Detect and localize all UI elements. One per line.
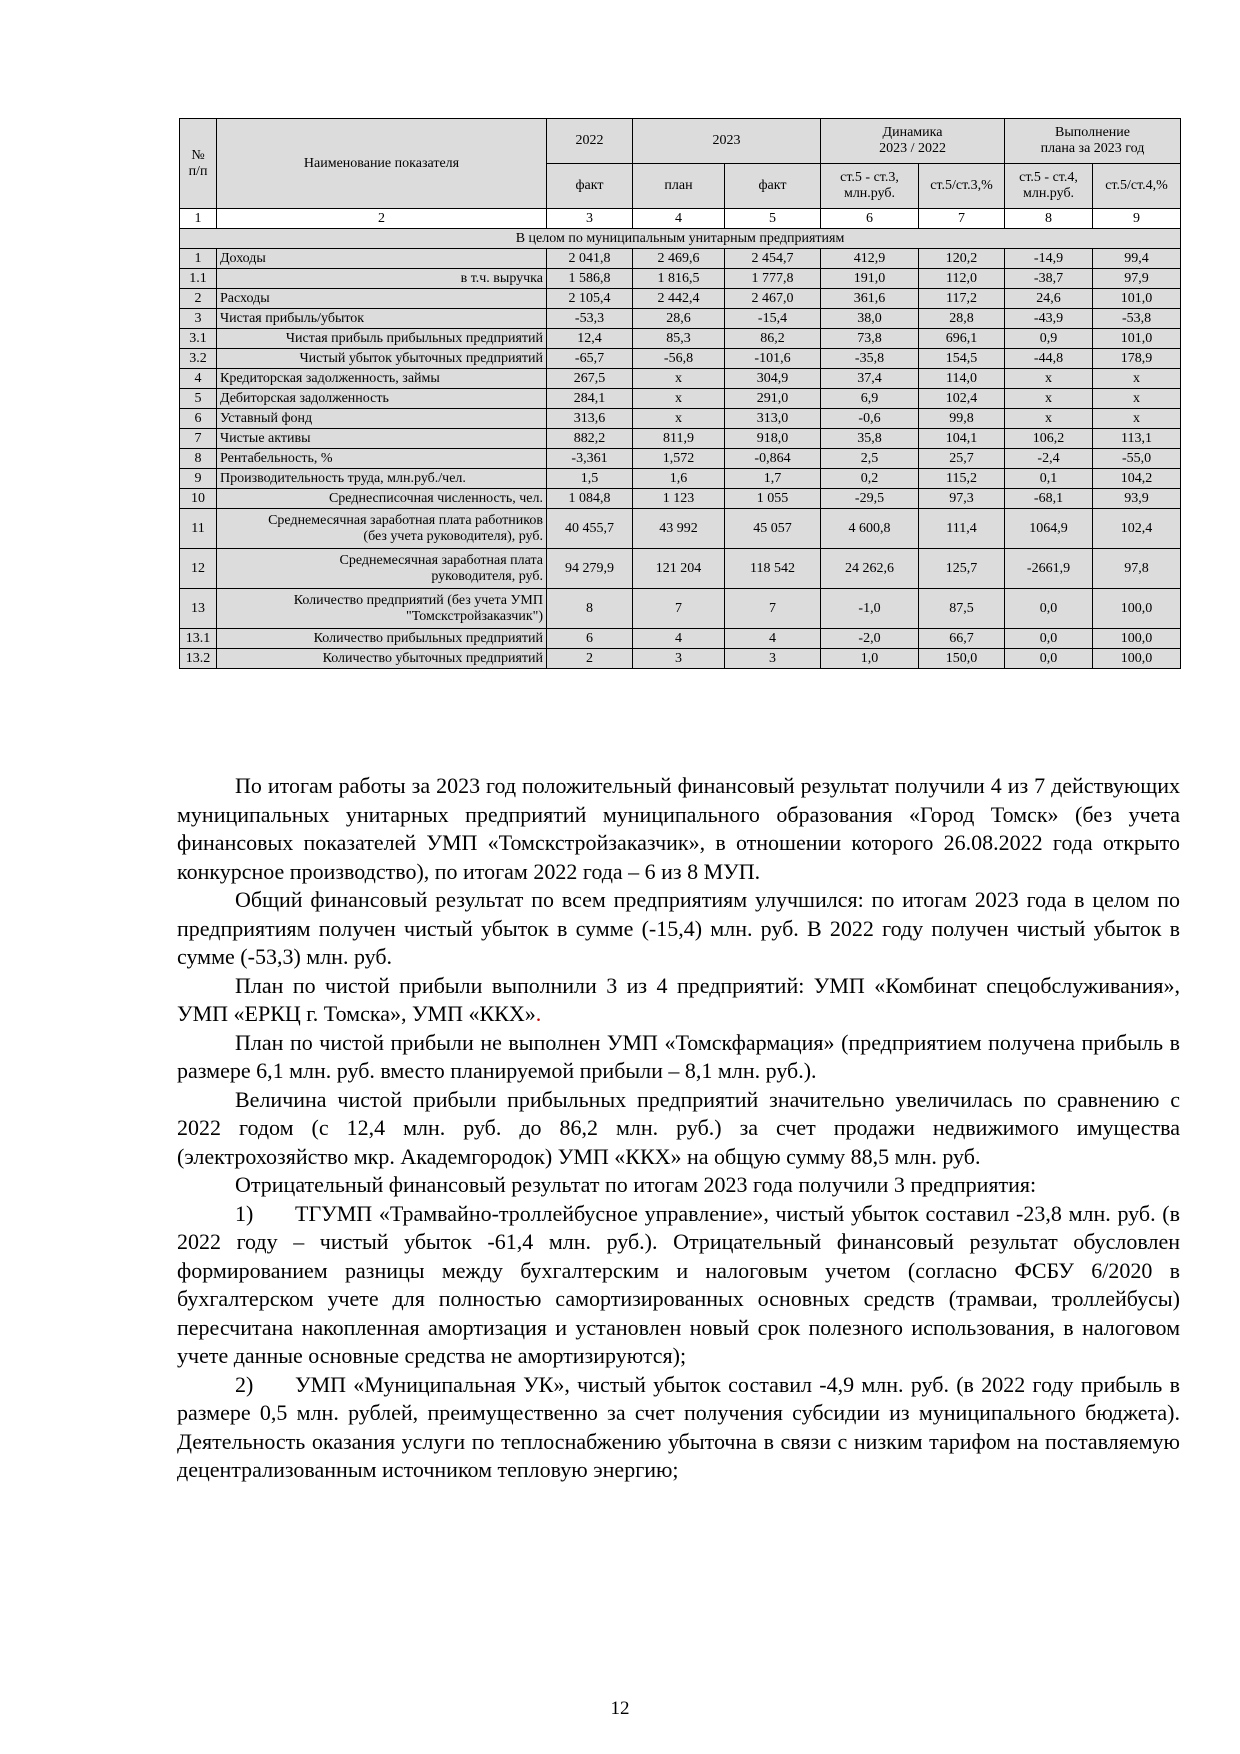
row-value: 6,9 xyxy=(821,389,919,409)
row-indicator-name: Доходы xyxy=(217,249,547,269)
row-value: 120,2 xyxy=(919,249,1005,269)
row-value: -55,0 xyxy=(1093,449,1181,469)
row-value: 4 600,8 xyxy=(821,509,919,549)
row-indicator-name: Расходы xyxy=(217,289,547,309)
list-item-1-number: 1) xyxy=(235,1200,254,1226)
row-number: 8 xyxy=(180,449,217,469)
row-value: 40 455,7 xyxy=(547,509,633,549)
row-value: 12,4 xyxy=(547,329,633,349)
col-number: 5 xyxy=(725,209,821,229)
table-row xyxy=(180,409,1181,429)
row-value: 1 084,8 xyxy=(547,489,633,509)
row-number: 9 xyxy=(180,469,217,489)
row-value: 2 469,6 xyxy=(633,249,725,269)
row-indicator-name: Количество убыточных предприятий xyxy=(217,649,547,669)
row-number: 7 xyxy=(180,429,217,449)
paragraph-3-period: . xyxy=(535,1001,542,1026)
row-value: 918,0 xyxy=(725,429,821,449)
header-dynamics: Динамика 2023 / 2022 xyxy=(821,119,1005,164)
row-value: 1 816,5 xyxy=(633,269,725,289)
row-value: 882,2 xyxy=(547,429,633,449)
row-value: -2661,9 xyxy=(1005,549,1093,589)
row-number: 3 xyxy=(180,309,217,329)
row-value: 1 777,8 xyxy=(725,269,821,289)
row-value: 0,0 xyxy=(1005,589,1093,629)
header-name: Наименование показателя xyxy=(217,119,547,209)
row-value: 696,1 xyxy=(919,329,1005,349)
row-value: 97,9 xyxy=(1093,269,1181,289)
paragraph-1: По итогам работы за 2023 год положительный финансовый результат получили 4 из 7 действующих муниципальных унитарных предприятий муниципального образования «Город Томск» (без учета финансовых показателей УМП «Томскстройзаказчик», в отношении которого 26.08.2022 года открыто конкурсное производство), по итогам 2022 года – 6 из 8 МУП. xyxy=(177,773,1180,884)
row-indicator-name: Среднемесячная заработная плата работников (без учета руководителя), руб. xyxy=(217,509,547,549)
row-indicator-name: Рентабельность, % xyxy=(217,449,547,469)
row-value: х xyxy=(1093,389,1181,409)
row-value: х xyxy=(1093,369,1181,389)
row-value: 104,1 xyxy=(919,429,1005,449)
header-plan-2023: план xyxy=(633,164,725,209)
row-value: 101,0 xyxy=(1093,329,1181,349)
row-value: 3 xyxy=(725,649,821,669)
row-value: 112,0 xyxy=(919,269,1005,289)
table-row xyxy=(180,269,1181,289)
row-indicator-name: Чистая прибыль/убыток xyxy=(217,309,547,329)
row-value: 0,9 xyxy=(1005,329,1093,349)
row-value: 114,0 xyxy=(919,369,1005,389)
row-number: 4 xyxy=(180,369,217,389)
paragraph-6: Отрицательный финансовый результат по итогам 2023 года получили 3 предприятия: xyxy=(235,1172,1037,1197)
row-value: 73,8 xyxy=(821,329,919,349)
indicators-table-wrapper xyxy=(179,118,1180,669)
col-number: 3 xyxy=(547,209,633,229)
row-number: 13 xyxy=(180,589,217,629)
row-value: 304,9 xyxy=(725,369,821,389)
row-value: х xyxy=(633,409,725,429)
table-row xyxy=(180,469,1181,489)
table-row xyxy=(180,489,1181,509)
row-number: 2 xyxy=(180,289,217,309)
row-value: 4 xyxy=(725,629,821,649)
list-item-1-text: ТГУМП «Трамвайно-троллейбусное управление», чистый убыток составил -23,8 млн. руб. (в 2022 году – чистый убыток -61,4 млн. руб.). Отрицательный финансовый результат обусловлен формированием разницы между бухгалтерским и налоговым учетом (согласно ФСБУ 6/2020 в бухгалтерском учете для полностью самортизированных основных средств (трамваи, троллейбусы) пересчитана накопленная амортизация и установлен новый срок полезного использования, в налоговом учете данные основные средства не амортизируются); xyxy=(177,1200,1180,1368)
row-value: 284,1 xyxy=(547,389,633,409)
row-number: 11 xyxy=(180,509,217,549)
header-dyn-pct: ст.5/ст.3,% xyxy=(919,164,1005,209)
row-value: 0,2 xyxy=(821,469,919,489)
header-execution: Выполнение плана за 2023 год xyxy=(1005,119,1181,164)
row-value: 1,5 xyxy=(547,469,633,489)
row-indicator-name: Чистый убыток убыточных предприятий xyxy=(217,349,547,369)
row-indicator-name: Среднесписочная численность, чел. xyxy=(217,489,547,509)
row-value: -2,0 xyxy=(821,629,919,649)
row-value: 113,1 xyxy=(1093,429,1181,449)
table-row xyxy=(180,329,1181,349)
row-indicator-name: Чистая прибыль прибыльных предприятий xyxy=(217,329,547,349)
row-value: 191,0 xyxy=(821,269,919,289)
row-value: 313,6 xyxy=(547,409,633,429)
row-value: 811,9 xyxy=(633,429,725,449)
col-number: 1 xyxy=(180,209,217,229)
row-value: 85,3 xyxy=(633,329,725,349)
row-value: -2,4 xyxy=(1005,449,1093,469)
col-number: 7 xyxy=(919,209,1005,229)
row-value: 267,5 xyxy=(547,369,633,389)
row-value: х xyxy=(1005,389,1093,409)
row-indicator-name: Количество прибыльных предприятий xyxy=(217,629,547,649)
row-value: 1 055 xyxy=(725,489,821,509)
table-row xyxy=(180,449,1181,469)
row-value: 313,0 xyxy=(725,409,821,429)
table-row xyxy=(180,249,1181,269)
row-value: 99,8 xyxy=(919,409,1005,429)
row-value: 25,7 xyxy=(919,449,1005,469)
row-value: 35,8 xyxy=(821,429,919,449)
row-value: х xyxy=(1005,409,1093,429)
row-value: -3,361 xyxy=(547,449,633,469)
row-value: 7 xyxy=(633,589,725,629)
table-row xyxy=(180,349,1181,369)
row-indicator-name: Уставный фонд xyxy=(217,409,547,429)
row-value: 1,6 xyxy=(633,469,725,489)
col-number: 9 xyxy=(1093,209,1181,229)
row-value: х xyxy=(633,369,725,389)
row-number: 1.1 xyxy=(180,269,217,289)
row-value: 100,0 xyxy=(1093,649,1181,669)
row-value: 7 xyxy=(725,589,821,629)
table-row xyxy=(180,309,1181,329)
paragraph-4: План по чистой прибыли не выполнен УМП «Томскфармация» (предприятием получена прибыль в размере 6,1 млн. руб. вместо планируемой прибыли – 8,1 млн. руб.). xyxy=(177,1029,1180,1083)
row-number: 3.1 xyxy=(180,329,217,349)
row-indicator-name: Производительность труда, млн.руб./чел. xyxy=(217,469,547,489)
row-value: х xyxy=(1005,369,1093,389)
row-number: 3.2 xyxy=(180,349,217,369)
paragraph-3 xyxy=(177,972,1180,1029)
row-value: 86,2 xyxy=(725,329,821,349)
row-value: 111,4 xyxy=(919,509,1005,549)
row-value: 100,0 xyxy=(1093,629,1181,649)
row-number: 1 xyxy=(180,249,217,269)
row-indicator-name: Кредиторская задолженность, займы xyxy=(217,369,547,389)
row-value: 38,0 xyxy=(821,309,919,329)
list-item-2 xyxy=(177,1371,1180,1485)
col-number: 8 xyxy=(1005,209,1093,229)
row-value: 97,3 xyxy=(919,489,1005,509)
row-indicator-name: в т.ч. выручка xyxy=(217,269,547,289)
body-text xyxy=(177,772,1180,1485)
row-value: 1 123 xyxy=(633,489,725,509)
row-value: 100,0 xyxy=(1093,589,1181,629)
row-value: -38,7 xyxy=(1005,269,1093,289)
row-value: 118 542 xyxy=(725,549,821,589)
list-item-2-text: УМП «Муниципальная УК», чистый убыток составил -4,9 млн. руб. (в 2022 году прибыль в размере 0,5 млн. рублей, преимущественно за счет получения субсидии из муниципального бюджета). Деятельность оказания услуги по теплоснабжению убыточна в связи с низким тарифом на поставляемую децентрализованным источником тепловую энергию; xyxy=(177,1371,1180,1482)
row-value: 2,5 xyxy=(821,449,919,469)
row-value: 115,2 xyxy=(919,469,1005,489)
row-number: 10 xyxy=(180,489,217,509)
row-value: 150,0 xyxy=(919,649,1005,669)
row-value: 37,4 xyxy=(821,369,919,389)
row-value: 0,1 xyxy=(1005,469,1093,489)
row-value: 1 586,8 xyxy=(547,269,633,289)
row-value: 28,8 xyxy=(919,309,1005,329)
header-exec-pct: ст.5/ст.4,% xyxy=(1093,164,1181,209)
row-value: -0,6 xyxy=(821,409,919,429)
header-2022: 2022 xyxy=(547,119,633,164)
row-value: 99,4 xyxy=(1093,249,1181,269)
row-value: -44,8 xyxy=(1005,349,1093,369)
row-value: 291,0 xyxy=(725,389,821,409)
row-value: 1,572 xyxy=(633,449,725,469)
row-value: -65,7 xyxy=(547,349,633,369)
row-value: -0,864 xyxy=(725,449,821,469)
row-value: 2 442,4 xyxy=(633,289,725,309)
indicators-table xyxy=(179,118,1181,669)
page-number: 12 xyxy=(610,1698,630,1719)
row-value: 121 204 xyxy=(633,549,725,589)
row-value: 0,0 xyxy=(1005,629,1093,649)
row-value: 4 xyxy=(633,629,725,649)
row-value: 117,2 xyxy=(919,289,1005,309)
row-value: 412,9 xyxy=(821,249,919,269)
row-value: 101,0 xyxy=(1093,289,1181,309)
header-dyn-abs: ст.5 - ст.3, млн.руб. xyxy=(821,164,919,209)
row-value: 0,0 xyxy=(1005,649,1093,669)
row-value: 94 279,9 xyxy=(547,549,633,589)
table-row xyxy=(180,589,1181,629)
row-value: 104,2 xyxy=(1093,469,1181,489)
row-value: 6 xyxy=(547,629,633,649)
table-row xyxy=(180,289,1181,309)
list-item-2-number: 2) xyxy=(235,1371,254,1397)
row-value: 2 041,8 xyxy=(547,249,633,269)
header-fact-2022: факт xyxy=(547,164,633,209)
row-value: 102,4 xyxy=(919,389,1005,409)
row-value: 28,6 xyxy=(633,309,725,329)
row-value: 1,7 xyxy=(725,469,821,489)
header-no: № п/п xyxy=(180,119,217,209)
col-number: 4 xyxy=(633,209,725,229)
row-value: 24,6 xyxy=(1005,289,1093,309)
row-value: 3 xyxy=(633,649,725,669)
row-number: 13.2 xyxy=(180,649,217,669)
row-value: х xyxy=(633,389,725,409)
table-row xyxy=(180,369,1181,389)
row-value: 2 105,4 xyxy=(547,289,633,309)
row-value: 2 454,7 xyxy=(725,249,821,269)
row-value: 106,2 xyxy=(1005,429,1093,449)
paragraph-2: Общий финансовый результат по всем предприятиям улучшился: по итогам 2023 года в целом по предприятиям получен чистый убыток в сумме (-15,4) млн. руб. В 2022 году получен чистый убыток в сумме (-53,3) млн. руб. xyxy=(177,887,1180,969)
row-value: х xyxy=(1093,409,1181,429)
row-value: 43 992 xyxy=(633,509,725,549)
row-value: 8 xyxy=(547,589,633,629)
row-value: 102,4 xyxy=(1093,509,1181,549)
row-value: 24 262,6 xyxy=(821,549,919,589)
row-indicator-name: Количество предприятий (без учета УМП "Томскстройзаказчик") xyxy=(217,589,547,629)
row-number: 13.1 xyxy=(180,629,217,649)
row-indicator-name: Среднемесячная заработная плата руководителя, руб. xyxy=(217,549,547,589)
row-number: 5 xyxy=(180,389,217,409)
row-number: 6 xyxy=(180,409,217,429)
table-row xyxy=(180,509,1181,549)
row-value: -101,6 xyxy=(725,349,821,369)
header-exec-abs: ст.5 - ст.4, млн.руб. xyxy=(1005,164,1093,209)
col-number: 2 xyxy=(217,209,547,229)
section-title: В целом по муниципальным унитарным предприятиям xyxy=(180,229,1181,249)
header-2023: 2023 xyxy=(633,119,821,164)
row-indicator-name: Дебиторская задолженность xyxy=(217,389,547,409)
table-row xyxy=(180,649,1181,669)
row-value: 178,9 xyxy=(1093,349,1181,369)
row-value: 2 467,0 xyxy=(725,289,821,309)
row-value: 361,6 xyxy=(821,289,919,309)
list-item-1 xyxy=(177,1200,1180,1371)
row-number: 12 xyxy=(180,549,217,589)
column-numbers-row xyxy=(180,209,1181,229)
table-row xyxy=(180,429,1181,449)
header-fact-2023: факт xyxy=(725,164,821,209)
row-indicator-name: Чистые активы xyxy=(217,429,547,449)
row-value: -56,8 xyxy=(633,349,725,369)
row-value: 93,9 xyxy=(1093,489,1181,509)
table-row xyxy=(180,549,1181,589)
row-value: -15,4 xyxy=(725,309,821,329)
row-value: 97,8 xyxy=(1093,549,1181,589)
row-value: 1,0 xyxy=(821,649,919,669)
row-value: -1,0 xyxy=(821,589,919,629)
row-value: 87,5 xyxy=(919,589,1005,629)
table-row xyxy=(180,629,1181,649)
row-value: 1064,9 xyxy=(1005,509,1093,549)
row-value: 2 xyxy=(547,649,633,669)
row-value: -35,8 xyxy=(821,349,919,369)
row-value: -14,9 xyxy=(1005,249,1093,269)
paragraph-3-text: План по чистой прибыли выполнили 3 из 4 предприятий: УМП «Комбинат спецобслуживания», УМП «ЕРКЦ г. Томска», УМП «ККХ» xyxy=(177,972,1180,1026)
row-value: -53,3 xyxy=(547,309,633,329)
row-value: 45 057 xyxy=(725,509,821,549)
row-value: 125,7 xyxy=(919,549,1005,589)
paragraph-5: Величина чистой прибыли прибыльных предприятий значительно увеличилась по сравнению с 2022 годом (с 12,4 млн. руб. до 86,2 млн. руб.) за счет продажи недвижимого имущества (электрохозяйство мкр. Академгородок) УМП «ККХ» на общую сумму 88,5 млн. руб. xyxy=(177,1086,1180,1169)
table-row xyxy=(180,389,1181,409)
row-value: 66,7 xyxy=(919,629,1005,649)
row-value: -68,1 xyxy=(1005,489,1093,509)
table-body xyxy=(180,249,1181,669)
row-value: 154,5 xyxy=(919,349,1005,369)
row-value: -43,9 xyxy=(1005,309,1093,329)
col-number: 6 xyxy=(821,209,919,229)
section-row xyxy=(180,229,1181,249)
row-value: -29,5 xyxy=(821,489,919,509)
row-value: -53,8 xyxy=(1093,309,1181,329)
